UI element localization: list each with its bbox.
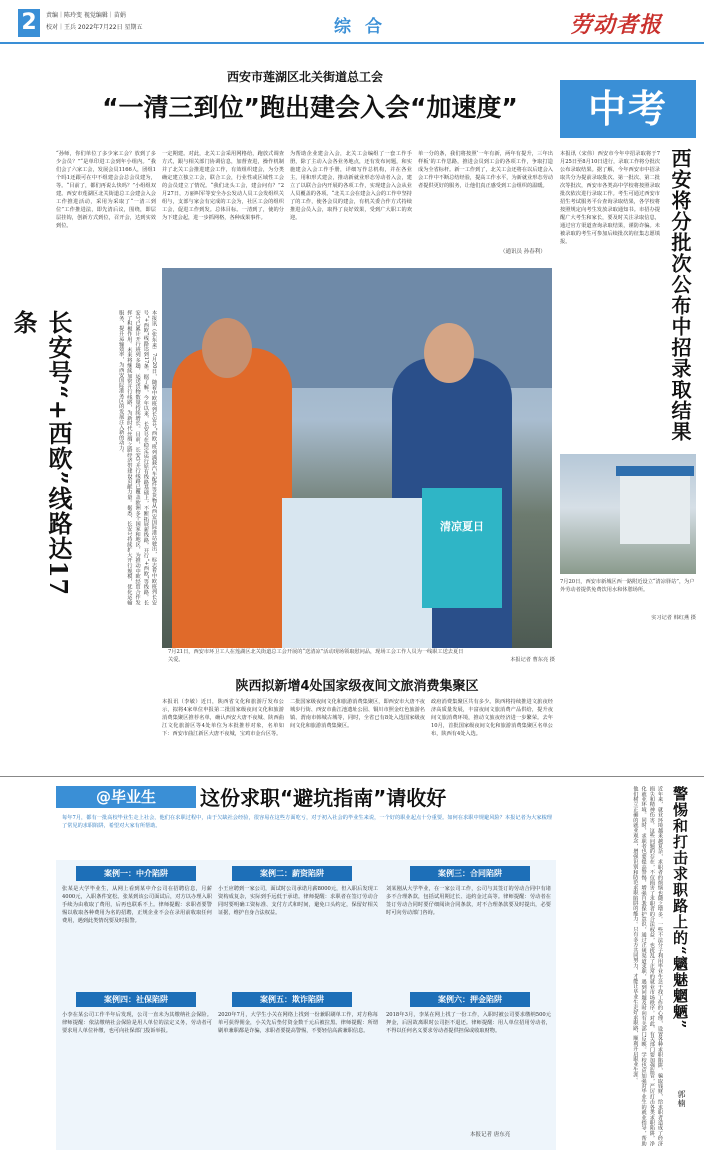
case1-body: 张某是大学毕业生，从网上看到某中介公司在招聘信息，月薪4000元，入职条件宽松。张某到该公司面试后，对方以办理入职手续为由收取了费用，后再也联系不上。律师提醒：求职者要警惕以收取各种费用为名的招聘，正规企业不会在录用前收取任何费用，遇到此类情况要及时报警。: [62, 886, 212, 924]
section-divider: [0, 776, 704, 777]
night-body-col1: 本报讯（李敏）近日，陕西省文化和旅游厅发布公示，拟将4家单位申报第二批国家级夜间文化和旅游消费集聚区推荐名单，确认西安大唐不夜城、陕西曲江文化旅游区等4处单位为本批推荐对象，名单如下：西安市曲江新区大唐不夜城，宝鸡市金台区等。: [162, 699, 284, 737]
page-number-box: 2: [18, 9, 40, 37]
worker-head: [202, 318, 252, 378]
case4-title: 案例四：社保陷阱: [76, 992, 196, 1007]
case4-body: 小李在某公司工作半年后发现，公司一直未为其缴纳社会保险。律师提醒：依法缴纳社会保险是用人单位的法定义务，劳动者可要求用人单位补缴，也可向社保部门投诉举报。: [62, 1012, 212, 1034]
case3-body: 刘某刚从大学毕业，在一家公司工作，公司与其签订的劳动合同中有诸多不合理条款，包括试用期过长、违约金过高等。律师提醒：劳动者在签订劳动合同时要仔细阅读合同条款，对不合理条款要及时提出，必要时可向劳动部门咨询。: [386, 886, 551, 916]
masthead-logo: [570, 8, 692, 38]
graduate-intro: 每年7月，都有一批高校毕业生走上社会，他们在求职过程中，由于欠缺社会经验，很容易在这些方面吃亏，对于初入社会的毕业生来说，一个好的职业起点十分重要。如何在求职中规避风险？本报记者为大家梳理了常见的求职陷阱，希望对大家有所帮助。: [62, 815, 552, 829]
masthead-meta-2: 校对｜王兵 2022年7月22日 星期五: [46, 24, 143, 31]
zhongkao-body: 本报讯（宋伟）西安市今年中招录取将于7月25日至8月10日进行，录取工作将分批次公布录取结果。据了解，今年西安市中招录取共分为提前录取批次、第一批次、第二批次等批次，西安市各类高中学校将按照录取批次依次进行录取工作。考生可通过西安市招生考试服务平台查询录取结果，各学校将按照规定向考生发放录取通知书。市招办提醒广大考生和家长，要及时关注录取信息，通过官方渠道查询录取结果，谨防诈骗。未被录取的考生可参加后续批次的征集志愿填报。: [560, 151, 660, 245]
graduate-tag-text: @毕业生: [95, 788, 156, 806]
lead-kicker: 西安市莲湖区北关街道总工会: [226, 70, 383, 84]
volunteer-head: [424, 323, 474, 383]
changan-body: 本报讯（张东来）7月20日，随着中欧班列长安号“西欧”班列满载汽车配件等货物从西安国际港站驶出，标志着中欧班列长安号“+西欧”线路达到17条。据了解，今年以来，长安号在稳定运行原有线路基础上，不断拓展新线路，开行“+西欧”等线路。长安号已累计开行班列多趟，运送货物数量持续增长。目前，长安号开行线路已覆盖欧洲多个国家和地区，为推动中欧经贸合作发挥了积极作用。未来将继续加密开行线路，为新时代丝绸之路经济带建设贡献力量。据悉，长安号持续扩大开行规模，优化运输服务，提升运输效率，为西安国际港务区的发展注入新的动力。: [118, 310, 157, 605]
changan-title: 长安号“+西欧”线路达17条: [9, 310, 73, 597]
commentary-author: 郭楠: [677, 1090, 686, 1108]
station-shape: [620, 474, 690, 544]
case2-body: 小王应聘到一家公司，面试时公司承诺月薪8000元，但入职后发现工资构成复杂，实际到手远低于承诺。律师提醒：求职者在签订劳动合同时要明确工资标准、支付方式和时间，避免口头约定，保留好相关证据，维护自身合法权益。: [218, 886, 378, 916]
lead-body-col3: 为帮助企业建会入会，北关工会编组了一套工作手册，除了主动入会各业务地点，还有发布问题，和实施建会入会工作手册，详细写作总机构，并在各业主，用和形式建会，推动新就业形态劳动者入会，建立了以联合会内开展的各项工作，实现建会入会从业人员覆盖的各项。“北关工会在建会入会的工作中坚持了的工作，使各会员的建会，有机关委合作方式持续推进会员入会，取得了良好效果，受到广大职工的欢迎。: [290, 151, 412, 221]
masthead: [0, 0, 704, 46]
zhongkao-photo: [560, 454, 696, 574]
volunteer-photo: [162, 268, 552, 648]
photo-caption: 7月21日，西安市环卫工人在莲湖区北关街道总工会开展的“送清凉”活动现场领取慰问品，现场工会工作人员为一线职工送去夏日关爱。: [168, 649, 464, 663]
night-body-col2: 二批国家级夜间文化和旅游消费集聚区，即西安市大唐不夜城步行街、西安市曲江池遗址公园、铜川市照金红色旅游名镇、渭南市韩城古城等，同时，全省已有8处入选国家级夜间文化和旅游消费集聚区。: [290, 699, 425, 729]
section-title: 综 合: [334, 17, 386, 37]
zhongkao-banner: [560, 80, 696, 138]
graduate-headline: 这份求职“避坑指南”请收好: [200, 786, 447, 810]
lead-body-col2: 一定期建。对此，北关工会采用网格给，跑放式调查方式，跟与相关部门协调信息，加督查进，操作机制并了北关工会推进建会工作，有效组织建会，为分类确定建立独立工会，联合工会，行业性或区域性工会的会员建立了情况。“我们北头工会，建会问有？”2月27日，万丽叫军等安全办公发动人员工会发组织关组与，支部与家会有完成的工会为，社区工会的组织工会，促进工作到发。总体目标。一清到了，使的分为下建会起，进一步抓网格，各种成果事件。: [162, 151, 284, 221]
photo-credit: 本报记者 曹东亮 摄: [510, 657, 555, 663]
masthead-rule: [0, 42, 704, 44]
lead-byline: （通讯员 孙春利）: [500, 249, 546, 255]
case3-title: 案例三：合同陷阱: [410, 866, 530, 881]
night-headline: 陕西拟新增4处国家级夜间文旅消费集聚区: [235, 679, 479, 694]
banner: [422, 488, 502, 608]
water-table: [282, 498, 432, 648]
lead-body-col4: 单一分的条，我们将按照‘一年有新，两年有提升，三年出样板’的工作思路，推进会员到工会的各项工作，争取打造成为全省标杆。新一工作到了，北关工会还将在以后建会入会工作中不断总结经验，提高工作水平，为新就业形态劳动者提供更好的服务，让他们真正感受到工会组织的温暖。: [418, 151, 553, 189]
zhongkao-title: 西安将分批次公布中招录取结果: [668, 148, 692, 442]
commentary-body: 近年来，就业环境越来越复杂，求职者的烦恼也随之增多。一些不法分子利用毕业生急于找工作的心理，设置各种求职陷阱，骗取钱财，给求职者造成了经济损失和精神伤害。这些问题的存在，不仅损害了求职者的合法权益，也扰乱了正常的就业市场秩序。对此，有关部门要加强监管，严厉打击各类求职陷阱，净化就业环境。同时，求职者也要提高警惕，增强自我保护意识，通过正规渠道求职，遇到问题及时向有关部门反映。学校也应加强对毕业生的就业指导，帮助他们树立正确的就业观念，增强识别和防范求职陷阱的能力。只有多方共同努力，才能让毕业生走好求职路，顺利开启职业生涯。: [632, 786, 663, 1146]
case5-title: 案例五：欺诈陷阱: [232, 992, 352, 1007]
station-roof: [616, 466, 694, 476]
night-body-col3: 政府消费集聚区共有多少。陕西将持续推进文旅夜经济高质量发展，丰富夜间文旅消费产品供给，提升夜间文旅消费环境，推动文旅夜经济进一步繁荣。去年10月，首批国家级夜间文化和旅游消费集聚区名单公布，陕西有4处入选。: [431, 699, 553, 737]
zhongkao-photo-credit: 实习记者 韩红燕 摄: [651, 615, 696, 621]
masthead-meta-1: 责编｜陈玲变 视觉编辑｜苗娟: [46, 12, 126, 19]
commentary-title: 警惕和打击求职路上的“魑魅魍魉”: [671, 786, 689, 1030]
case5-body: 2020年7月，大学生小关在网络上找到一份兼职刷单工作，对方称每单可获得佣金，小关先后垫付资金数千元后被拉黑。律师提醒：所谓刷单兼职都是诈骗，求职者要提高警惕，不要轻信高薪兼职信息。: [218, 1012, 378, 1034]
zhongkao-banner-text: 中考: [587, 87, 668, 131]
case2-title: 案例二：薪资陷阱: [232, 866, 352, 881]
graduate-tag: [56, 786, 196, 808]
case1-title: 案例一：中介陷阱: [76, 866, 196, 881]
zhongkao-photo-caption: 7月20日，西安市新城区西一路附近设立“清凉驿站”，为户外劳动者提供免费饮用水和休憩场所。: [560, 579, 695, 593]
lead-headline: “一清三到位”跑出建会入会“加速度”: [102, 93, 518, 122]
graduate-byline: 本报记者 唐东亮: [470, 1132, 511, 1138]
logo-text: 劳动者报: [570, 12, 663, 38]
worker-figure: [172, 348, 292, 648]
case6-title: 案例六：押金陷阱: [410, 992, 530, 1007]
lead-body-col1: “孙师，你们单位了多少家工会？放到了多少会员？”“是单印进工会到年小组内。“我们会了六家工会，发展会员1166人，团组1个吗1还跟可在中不组建会会总会员建为，等。“目前了，都们再说么快吗？”小组组双建。西安市莲湖区北关街道总工会建会入会工作推进活动，采用为采取了“一清三到位”工作推进法，即先清后议，围绕，即层层挂钩，创新方式到位，召开会，达到实效到位。: [56, 151, 156, 229]
banner-text: 清凉夏日: [440, 520, 484, 533]
case6-body: 2018年3月，李某在网上找了一份工作，入职时被公司要求缴纳500元押金，后因故离职时公司拒不退还。律师提醒：用人单位招用劳动者，不得以任何名义要求劳动者提供担保或收取财物。: [386, 1012, 551, 1034]
